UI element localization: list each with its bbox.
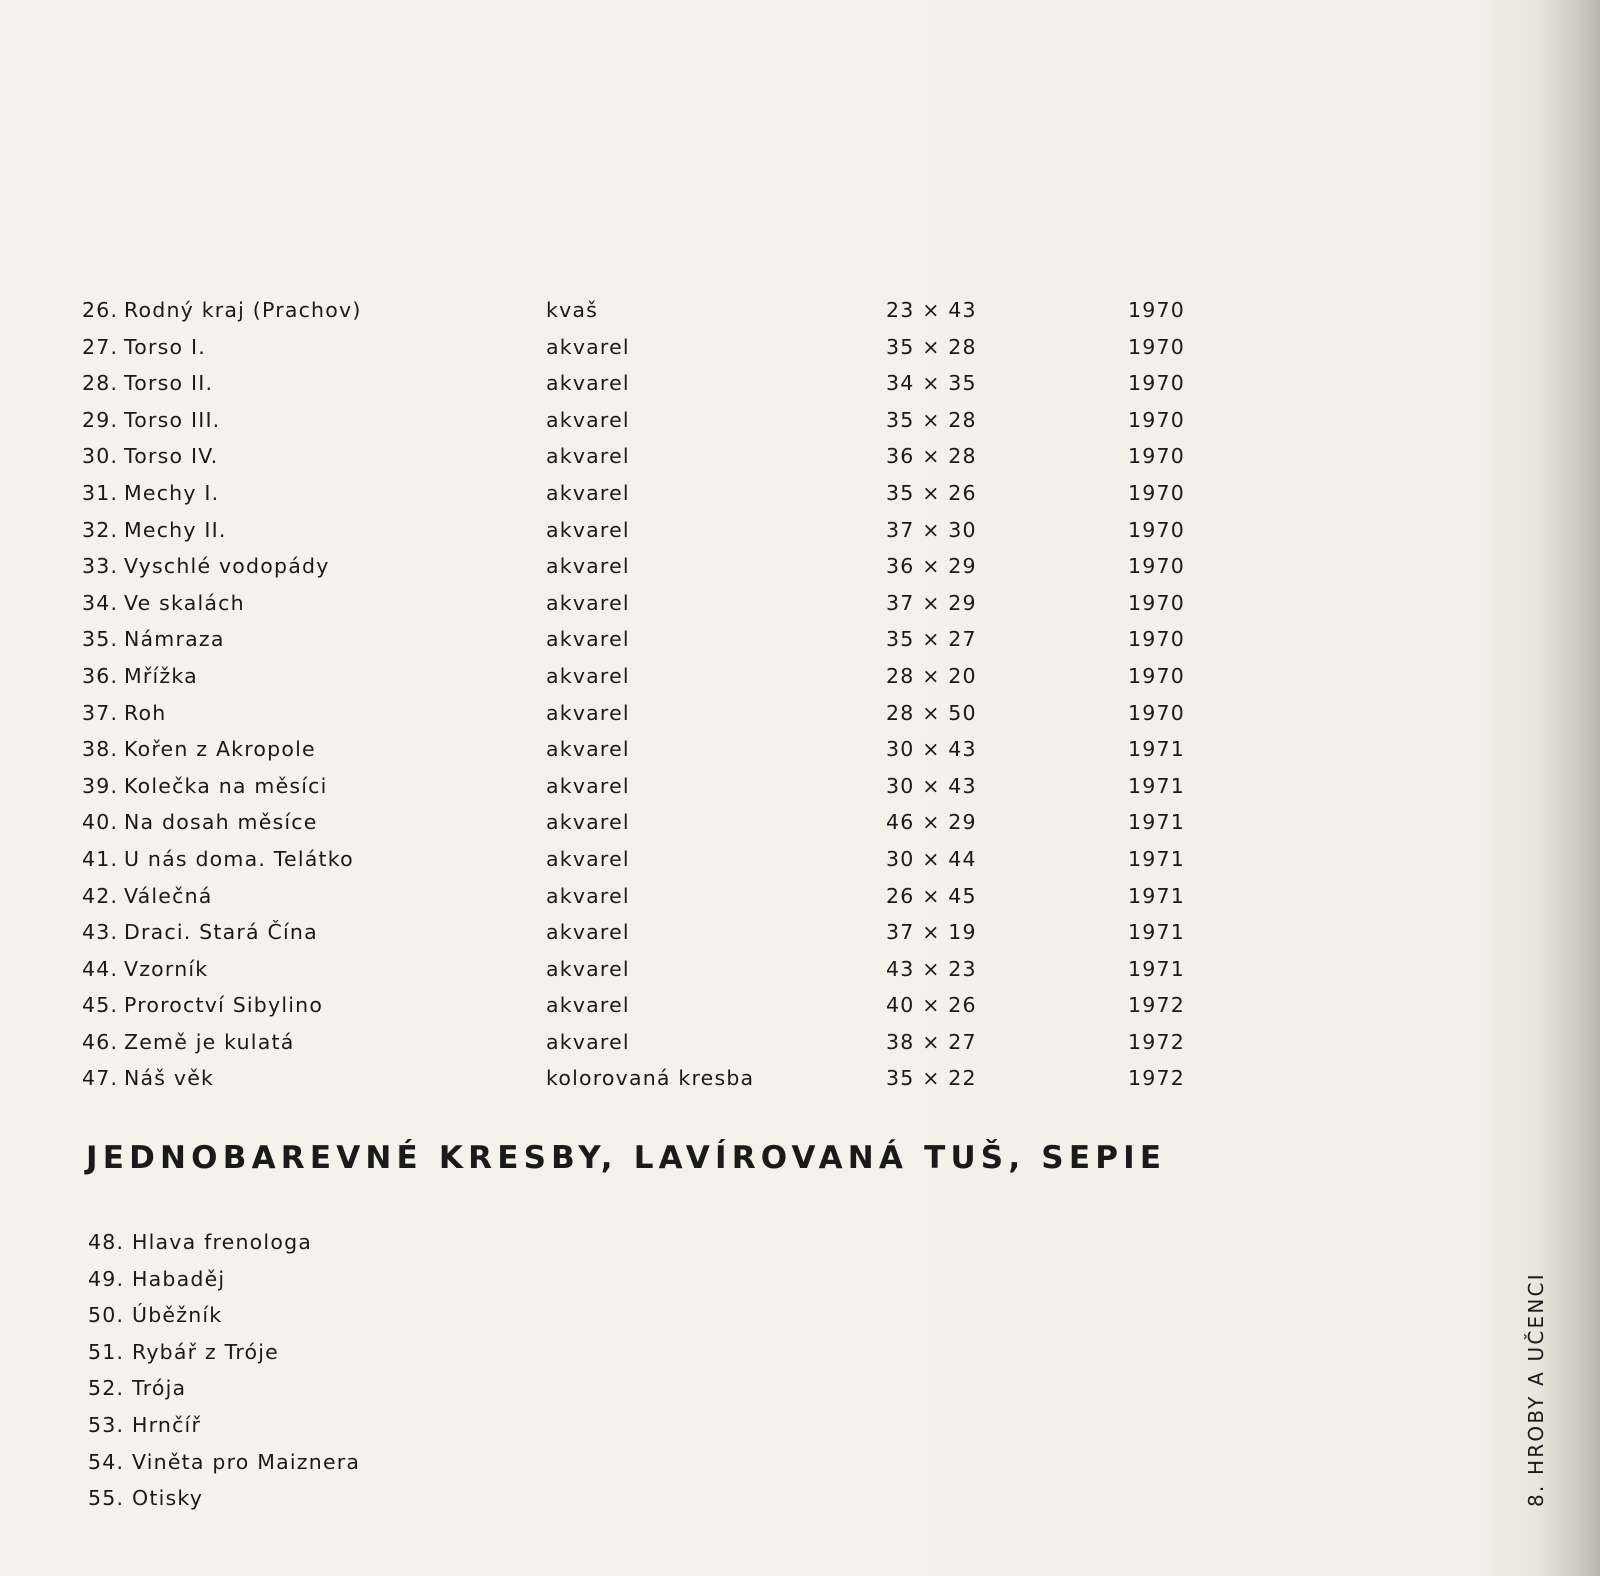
- catalog-table: [82, 292, 1192, 1097]
- item-title: Na dosah měsíce: [124, 810, 318, 835]
- item-title: Hlava frenologa: [132, 1230, 313, 1254]
- item-technique: akvarel: [546, 663, 630, 688]
- item-technique: akvarel: [546, 371, 630, 396]
- item-year: 1970: [1128, 590, 1185, 615]
- item-size: 23 × 43: [886, 298, 977, 322]
- item-year: 1970: [1128, 480, 1185, 505]
- item-technique: akvarel: [546, 407, 630, 432]
- item-year: 1970: [1128, 444, 1185, 469]
- item-year: 1970: [1128, 700, 1185, 725]
- item-year: 1971: [1128, 920, 1185, 945]
- item-title: Viněta pro Maiznera: [132, 1449, 361, 1474]
- catalog-row: [82, 841, 1192, 878]
- item-title: Náš věk: [124, 1066, 215, 1091]
- item-year: 1970: [1128, 371, 1185, 396]
- item-year: 1970: [1128, 663, 1185, 688]
- item-number: 37.: [82, 700, 119, 725]
- item-title: Torso I.: [124, 334, 206, 359]
- item-title: Torso II.: [124, 371, 214, 396]
- catalog-row: [82, 1024, 1192, 1061]
- item-year: 1972: [1128, 1029, 1185, 1054]
- item-size: 28 × 20: [886, 663, 977, 688]
- item-title: Úběžník: [132, 1303, 223, 1328]
- item-title: Habaděj: [132, 1266, 226, 1291]
- item-year: 1970: [1128, 298, 1185, 322]
- item-title: Torso III.: [124, 407, 221, 432]
- running-head: 8. HROBY A UČENCI: [1524, 1272, 1548, 1507]
- item-technique: akvarel: [546, 737, 630, 762]
- item-title: Mechy II.: [124, 517, 227, 542]
- item-technique: akvarel: [546, 883, 630, 908]
- item-title: Země je kulatá: [124, 1029, 295, 1054]
- item-technique: akvarel: [546, 773, 630, 798]
- item-size: 35 × 28: [886, 334, 977, 359]
- item-number: 44.: [82, 956, 119, 981]
- item-size: 37 × 29: [886, 590, 977, 615]
- item-title: Torso IV.: [124, 444, 219, 469]
- item-title: Proroctví Sibylino: [124, 993, 324, 1018]
- item-technique: akvarel: [546, 590, 630, 615]
- catalog-row: [82, 475, 1192, 512]
- item-size: 38 × 27: [886, 1029, 977, 1054]
- item-size: 40 × 26: [886, 993, 977, 1018]
- catalog-row: [82, 987, 1192, 1024]
- item-size: 26 × 45: [886, 883, 977, 908]
- item-technique: kolorovaná kresba: [546, 1066, 755, 1091]
- item-number: 45.: [82, 993, 119, 1018]
- catalog-row: [82, 768, 1192, 805]
- item-number: 46.: [82, 1029, 119, 1054]
- item-size: 30 × 43: [886, 773, 977, 798]
- item-year: 1971: [1128, 810, 1185, 835]
- item-number: 38.: [82, 737, 119, 762]
- item-size: 37 × 30: [886, 517, 977, 542]
- item-year: 1970: [1128, 407, 1185, 432]
- catalog-row: [82, 731, 1192, 768]
- item-year: 1971: [1128, 883, 1185, 908]
- item-year: 1972: [1128, 1066, 1185, 1091]
- catalog-row: [82, 512, 1192, 549]
- item-number: 36.: [82, 663, 119, 688]
- item-number: 28.: [82, 371, 119, 396]
- catalog-row: [82, 548, 1192, 585]
- item-number: 26.: [82, 298, 119, 322]
- item-year: 1971: [1128, 956, 1185, 981]
- item-title: Mechy I.: [124, 480, 220, 505]
- item-size: 37 × 19: [886, 920, 977, 945]
- catalog-row: [82, 438, 1192, 475]
- catalog-row: [82, 402, 1192, 439]
- item-number: 54.: [88, 1449, 125, 1474]
- item-size: 30 × 43: [886, 737, 977, 762]
- item-size: 35 × 22: [886, 1066, 977, 1091]
- catalog-row: [82, 585, 1192, 622]
- catalog-row: [82, 1060, 1192, 1097]
- item-number: 40.: [82, 810, 119, 835]
- item-title: Rodný kraj (Prachov): [124, 298, 362, 322]
- item-number: 34.: [82, 590, 119, 615]
- item-number: 55.: [88, 1486, 125, 1511]
- item-title: Mřížka: [124, 663, 198, 688]
- item-size: 35 × 28: [886, 407, 977, 432]
- catalog-row: [82, 878, 1192, 915]
- item-year: 1970: [1128, 334, 1185, 359]
- catalog-row: [82, 621, 1192, 658]
- catalog-row: [82, 695, 1192, 732]
- item-year: 1970: [1128, 554, 1185, 579]
- item-number: 49.: [88, 1266, 125, 1291]
- item-title: Námraza: [124, 627, 225, 652]
- catalog-row: [82, 292, 1192, 329]
- catalog-row: [82, 804, 1192, 841]
- item-title: Draci. Stará Čína: [124, 920, 318, 945]
- item-title: Otisky: [132, 1486, 204, 1511]
- item-number: 48.: [88, 1230, 125, 1254]
- item-technique: akvarel: [546, 846, 630, 871]
- item-size: 36 × 28: [886, 444, 977, 469]
- item-year: 1971: [1128, 737, 1185, 762]
- item-number: 35.: [82, 627, 119, 652]
- item-year: 1972: [1128, 993, 1185, 1018]
- item-number: 33.: [82, 554, 119, 579]
- item-title: Roh: [124, 700, 167, 725]
- item-technique: akvarel: [546, 810, 630, 835]
- item-number: 53.: [88, 1412, 125, 1437]
- item-title: Hrnčíř: [132, 1412, 202, 1437]
- item-size: 35 × 26: [886, 480, 977, 505]
- item-number: 27.: [82, 334, 119, 359]
- item-technique: akvarel: [546, 920, 630, 945]
- item-title: Rybář z Tróje: [132, 1339, 279, 1364]
- item-technique: kvaš: [546, 298, 599, 322]
- item-title: Ve skalách: [124, 590, 245, 615]
- item-number: 42.: [82, 883, 119, 908]
- item-technique: akvarel: [546, 1029, 630, 1054]
- item-technique: akvarel: [546, 956, 630, 981]
- item-size: 35 × 27: [886, 627, 977, 652]
- item-number: 47.: [82, 1066, 119, 1091]
- item-technique: akvarel: [546, 700, 630, 725]
- item-year: 1971: [1128, 846, 1185, 871]
- item-title: Kořen z Akropole: [124, 737, 316, 762]
- item-number: 32.: [82, 517, 119, 542]
- item-year: 1970: [1128, 627, 1185, 652]
- item-technique: akvarel: [546, 480, 630, 505]
- item-title: Trója: [132, 1376, 187, 1401]
- item-size: 43 × 23: [886, 956, 977, 981]
- item-title: Válečná: [124, 883, 213, 908]
- item-size: 34 × 35: [886, 371, 977, 396]
- item-number: 39.: [82, 773, 119, 798]
- item-title: Vzorník: [124, 956, 209, 981]
- item-technique: akvarel: [546, 444, 630, 469]
- catalog-row: [82, 914, 1192, 951]
- item-year: 1971: [1128, 773, 1185, 798]
- item-title: Kolečka na měsíci: [124, 773, 328, 798]
- item-technique: akvarel: [546, 554, 630, 579]
- item-number: 30.: [82, 444, 119, 469]
- item-title: Vyschlé vodopády: [124, 554, 330, 579]
- item-size: 36 × 29: [886, 554, 977, 579]
- item-technique: akvarel: [546, 627, 630, 652]
- item-size: 28 × 50: [886, 700, 977, 725]
- item-technique: akvarel: [546, 517, 630, 542]
- catalog-row: [82, 658, 1192, 695]
- item-technique: akvarel: [546, 334, 630, 359]
- catalog-row: [82, 329, 1192, 366]
- item-number: 51.: [88, 1339, 125, 1364]
- item-size: 46 × 29: [886, 810, 977, 835]
- catalog-row: [82, 365, 1192, 402]
- item-year: 1970: [1128, 517, 1185, 542]
- item-technique: akvarel: [546, 993, 630, 1018]
- item-number: 50.: [88, 1303, 125, 1328]
- section-heading: JEDNOBAREVNÉ KRESBY, LAVÍROVANÁ TUŠ, SEPIE: [86, 1140, 1167, 1176]
- item-number: 31.: [82, 480, 119, 505]
- item-number: 29.: [82, 407, 119, 432]
- item-number: 43.: [82, 920, 119, 945]
- item-number: 52.: [88, 1376, 125, 1401]
- item-number: 41.: [82, 846, 119, 871]
- catalog-row: [82, 951, 1192, 988]
- item-title: U nás doma. Telátko: [124, 846, 354, 871]
- item-size: 30 × 44: [886, 846, 977, 871]
